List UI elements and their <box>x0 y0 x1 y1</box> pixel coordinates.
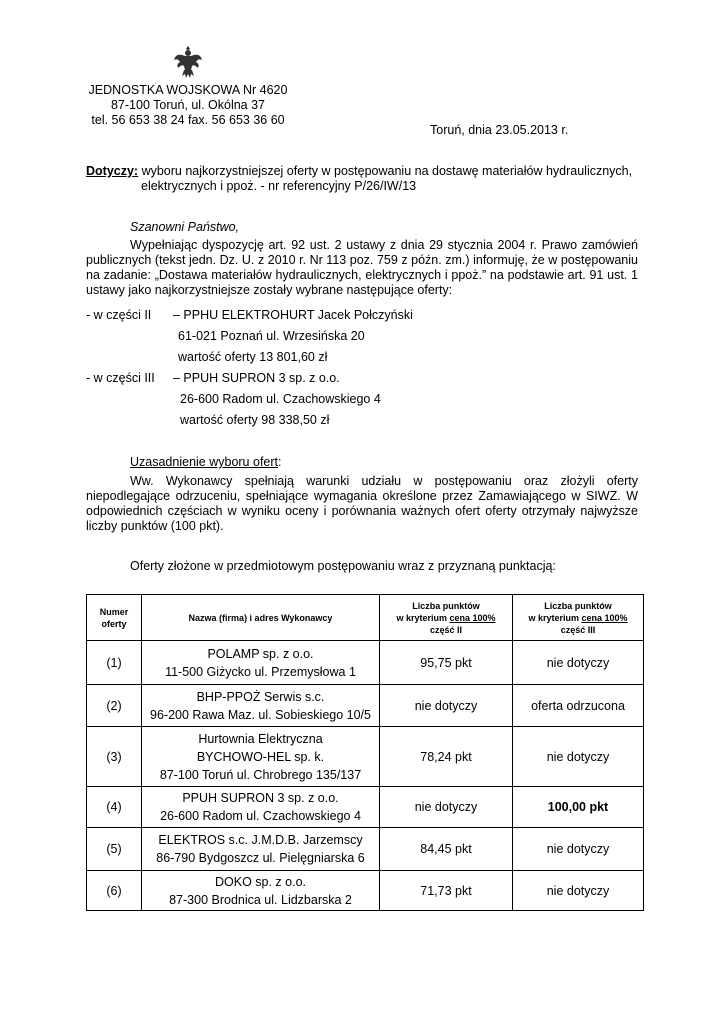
winner-part-label: - w części III <box>86 371 155 385</box>
table-row <box>87 685 644 727</box>
contractor-line: 86-790 Bydgoszcz ul. Pielęgniarska 6 <box>156 851 365 865</box>
header-text: cena 100% <box>581 612 628 623</box>
header-points-part2 <box>380 595 513 641</box>
table-header-row <box>87 595 644 641</box>
eagle-emblem-icon <box>172 44 204 80</box>
offer-contractor <box>142 871 380 911</box>
contractor-line: 87-100 Toruń ul. Chrobrego 135/137 <box>159 767 362 782</box>
justification-heading-line <box>130 455 281 469</box>
header-text: w kryterium <box>396 612 450 623</box>
offer-points-part3: nie dotyczy <box>513 828 644 871</box>
header-text: część II <box>429 624 463 635</box>
offer-number: (3) <box>87 727 142 787</box>
table-row <box>87 787 644 828</box>
header-text: Liczba punktów <box>412 600 480 611</box>
offer-number: (4) <box>87 787 142 828</box>
table-row <box>87 828 644 871</box>
offer-contractor <box>142 685 380 727</box>
justification-paragraph: Ww. Wykonawcy spełniają warunki udziału w postępowaniu oraz złożyli oferty niepodlegające odrzuceniu, spełniające wymagania określone przez Zamawiającego w SIWZ. W odpowiednich częściach w wyniku oceny i porównania ważnych ofert oferty otrzymały najwyższe liczby punktów (100 pkt). <box>86 474 638 533</box>
winner-name: – PPHU ELEKTROHURT Jacek Połczyński <box>173 308 413 322</box>
offer-contractor <box>142 828 380 871</box>
subject-text-2: elektrycznych i ppoż. - nr referencyjny P/26/IW/13 <box>141 179 417 193</box>
offer-number: (2) <box>87 685 142 727</box>
contractor-line: 96-200 Rawa Maz. ul. Sobieskiego 10/5 <box>150 707 371 722</box>
header-contractor: Nazwa (firma) i adres Wykonawcy <box>142 595 380 641</box>
table-row <box>87 727 644 787</box>
winner-address: 61-021 Poznań ul. Wrzesińska 20 <box>178 329 365 343</box>
contractor-line: BYCHOWO-HEL sp. k. <box>196 749 325 764</box>
header-text: Liczba punktów <box>544 600 612 611</box>
offer-contractor <box>142 641 380 685</box>
contractor-line: Hurtownia Elektryczna <box>198 731 323 746</box>
offer-points-part3: nie dotyczy <box>513 641 644 685</box>
contractor-line: BHP-PPOŻ Serwis s.c. <box>196 689 325 704</box>
offer-points-part3: nie dotyczy <box>513 727 644 787</box>
table-row <box>87 641 644 685</box>
header-text: oferty <box>101 618 127 629</box>
contractor-line: ELEKTROS s.c. J.M.D.B. Jarzemscy <box>158 833 363 847</box>
offer-contractor <box>142 787 380 828</box>
contractor-line: 87-300 Brodnica ul. Lidzbarska 2 <box>169 892 352 907</box>
contractor-line: DOKO sp. z o.o. <box>214 874 306 889</box>
contractor-line: POLAMP sp. z o.o. <box>207 646 314 661</box>
unit-phone-fax: tel. 56 653 38 24 fax. 56 653 36 60 <box>91 113 285 127</box>
offer-points-part3: oferta odrzucona <box>513 685 644 727</box>
offer-number: (6) <box>87 871 142 911</box>
header-points-part3 <box>513 595 644 641</box>
justification-heading: Uzasadnienie wyboru ofert <box>130 455 278 469</box>
justification-colon: : <box>278 455 282 469</box>
winner-part-label: - w części II <box>86 308 152 322</box>
contractor-line: PPUH SUPRON 3 sp. z o.o. <box>182 791 339 805</box>
header-text: cena 100% <box>449 612 496 623</box>
offers-table <box>86 594 644 911</box>
offer-points-part2: nie dotyczy <box>380 787 513 828</box>
offer-contractor <box>142 727 380 787</box>
sender-header <box>80 83 296 128</box>
offer-number: (1) <box>87 641 142 685</box>
contractor-line: 26-600 Radom ul. Czachowskiego 4 <box>160 809 361 823</box>
header-text: część III <box>560 624 596 635</box>
winner-value: wartość oferty 98 338,50 zł <box>180 413 330 427</box>
offer-points-part2: 84,45 pkt <box>380 828 513 871</box>
offer-points-part3: nie dotyczy <box>513 871 644 911</box>
offer-points-part3: 100,00 pkt <box>513 787 644 828</box>
offer-points-part2: 95,75 pkt <box>380 641 513 685</box>
header-text <box>513 612 643 624</box>
salutation: Szanowni Państwo, <box>130 220 240 234</box>
subject-line-1 <box>86 164 632 178</box>
winner-address: 26-600 Radom ul. Czachowskiego 4 <box>180 392 381 406</box>
table-row <box>87 871 644 911</box>
header-text: Numer <box>99 606 129 617</box>
offer-points-part2: 71,73 pkt <box>380 871 513 911</box>
offer-number: (5) <box>87 828 142 871</box>
winner-name: – PPUH SUPRON 3 sp. z o.o. <box>173 371 340 385</box>
unit-name: JEDNOSTKA WOJSKOWA Nr 4620 <box>88 83 288 97</box>
offer-points-part2: nie dotyczy <box>380 685 513 727</box>
offers-intro: Oferty złożone w przedmiotowym postępowaniu wraz z przyznaną punktacją: <box>130 559 556 573</box>
header-text <box>380 612 512 624</box>
subject-label: Dotyczy: <box>86 164 139 178</box>
subject-text-1: wyboru najkorzystniejszej oferty w postępowaniu na dostawę materiałów hydraulicznych, <box>141 164 633 178</box>
intro-paragraph: Wypełniając dyspozycję art. 92 ust. 2 ustawy z dnia 29 stycznia 2004 r. Prawo zamówień publicznych (tekst jedn. Dz. U. z 2010 r. Nr 113 poz. 759 z późn. zm.) informuję, że w postępowaniu na zadanie: „Dostawa materiałów hydraulicznych, elektrycznych i ppoż.” na podstawie art. 91 ust. 1 ustawy jako najkorzystniejsze zostały wybrane następujące oferty: <box>86 238 638 297</box>
place-date: Toruń, dnia 23.05.2013 r. <box>430 123 569 137</box>
contractor-line: 11-500 Giżycko ul. Przemysłowa 1 <box>165 664 356 679</box>
header-text: w kryterium <box>528 612 582 623</box>
offer-points-part2: 78,24 pkt <box>380 727 513 787</box>
header-offer-number <box>87 595 142 641</box>
winner-value: wartość oferty 13 801,60 zł <box>178 350 328 364</box>
unit-address: 87-100 Toruń, ul. Okólna 37 <box>110 98 266 112</box>
